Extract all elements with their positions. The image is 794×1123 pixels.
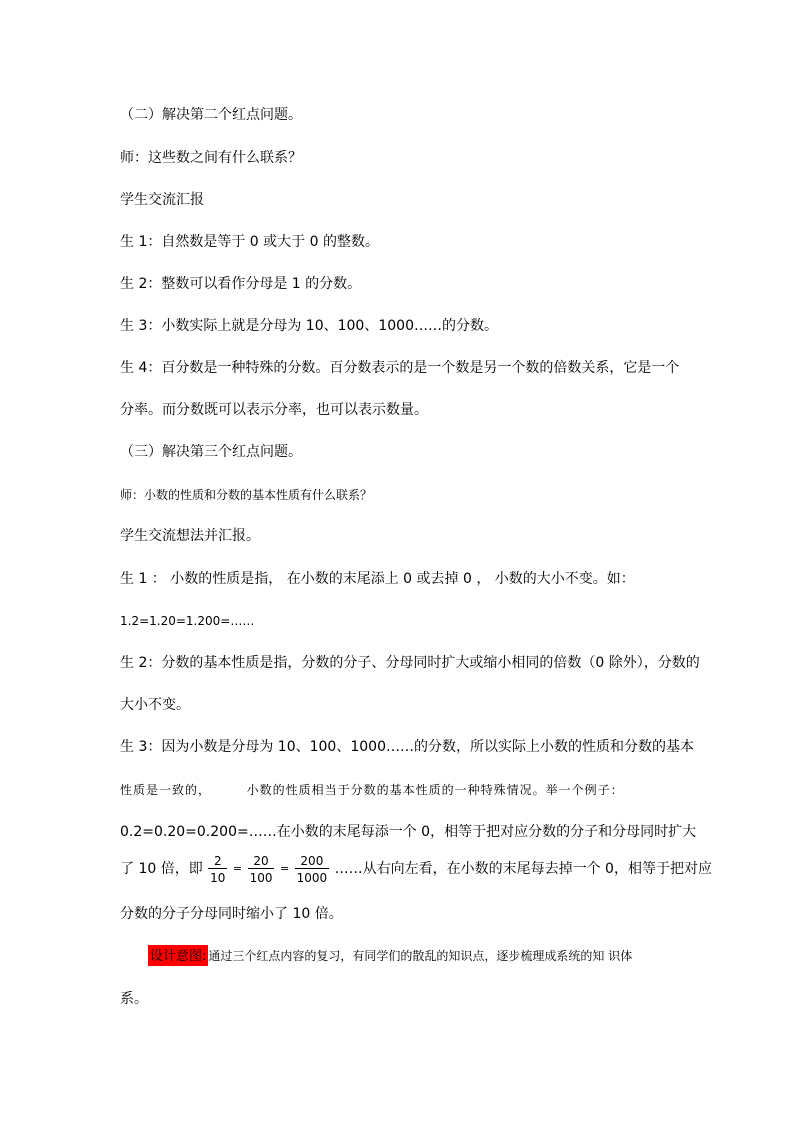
section-heading-3: （三）解决第三个红点问题。 [120, 444, 302, 460]
equals-sign: = [279, 862, 290, 875]
student-4-answer-cont: 分率。而分数既可以表示分率，也可以表示数量。 [120, 402, 428, 418]
teacher-question-2: 师：小数的性质和分数的基本性质有什么联系？ [120, 488, 373, 502]
student-3-answer: 生 3：小数实际上就是分母为 10、100、1000……的分数。 [120, 318, 498, 334]
student-report-2: 学生交流想法并汇报。 [120, 528, 260, 544]
design-intent [148, 947, 632, 966]
student-2-property: 生 2：分数的基本性质是指，分数的分子、分母同时扩大或缩小相同的倍数（0 除外），分数的 [120, 655, 700, 671]
design-intent-text: 通过三个红点内容的复习，有同学们的散乱的知识点，逐步梳理成系统的知 识体 [208, 949, 633, 963]
teacher-question-1: 师：这些数之间有什么联系？ [120, 150, 302, 166]
student-report-1: 学生交流汇报 [120, 192, 204, 208]
design-intent-end: 系。 [120, 991, 148, 1007]
student-1-answer: 生 1：自然数是等于 0 或大于 0 的整数。 [120, 234, 379, 250]
equals-sign: = [232, 862, 243, 875]
student-2-property-cont: 大小不变。 [120, 697, 190, 713]
student-3-property: 生 3：因为小数是分母为 10、100、1000……的分数，所以实际上小数的性质和分数的基本 [120, 739, 694, 755]
student-4-answer: 生 4：百分数是一种特殊的分数。百分数表示的是一个数是另一个数的倍数关系，它是一个 [120, 360, 680, 376]
student-1-property: 生 1 ： 小数的性质是指， 在小数的末尾添上 0 或去掉 0 ， 小数的大小不变。如： [120, 571, 635, 587]
right-to-left-text: ……从右向左看，在小数的末尾每去掉一个 0，相等于把对应 [334, 861, 712, 877]
decimal-example: 1.2=1.20=1.200=…… [120, 614, 255, 628]
fraction-20-100: $\frac{20}{100}$ [249, 853, 273, 885]
consistency-text: 性质是一致的， [120, 783, 212, 797]
design-intent-tag: 设计意图: [148, 945, 208, 966]
fraction-example-line [120, 851, 712, 887]
expand-text: 了 10 倍，即 [120, 861, 203, 877]
student-3-property-cont [120, 781, 624, 799]
fraction-200-1000: $\frac{200}{1000}$ [296, 853, 328, 885]
decimal-fraction-example: 0.2=0.20=0.200=……在小数的末尾每添一个 0，相等于把对应分数的分子和分母同时扩大 [120, 824, 697, 840]
shrink-text: 分数的分子分母同时缩小了 10 倍。 [120, 906, 343, 922]
fraction-2-10: $\frac{2}{10}$ [210, 853, 226, 885]
student-2-answer: 生 2：整数可以看作分母是 1 的分数。 [120, 276, 362, 292]
special-case-text: 小数的性质相当于分数的基本性质的一种特殊情况。举一个例子： [246, 783, 624, 797]
section-heading-2: （二）解决第二个红点问题。 [120, 107, 302, 123]
